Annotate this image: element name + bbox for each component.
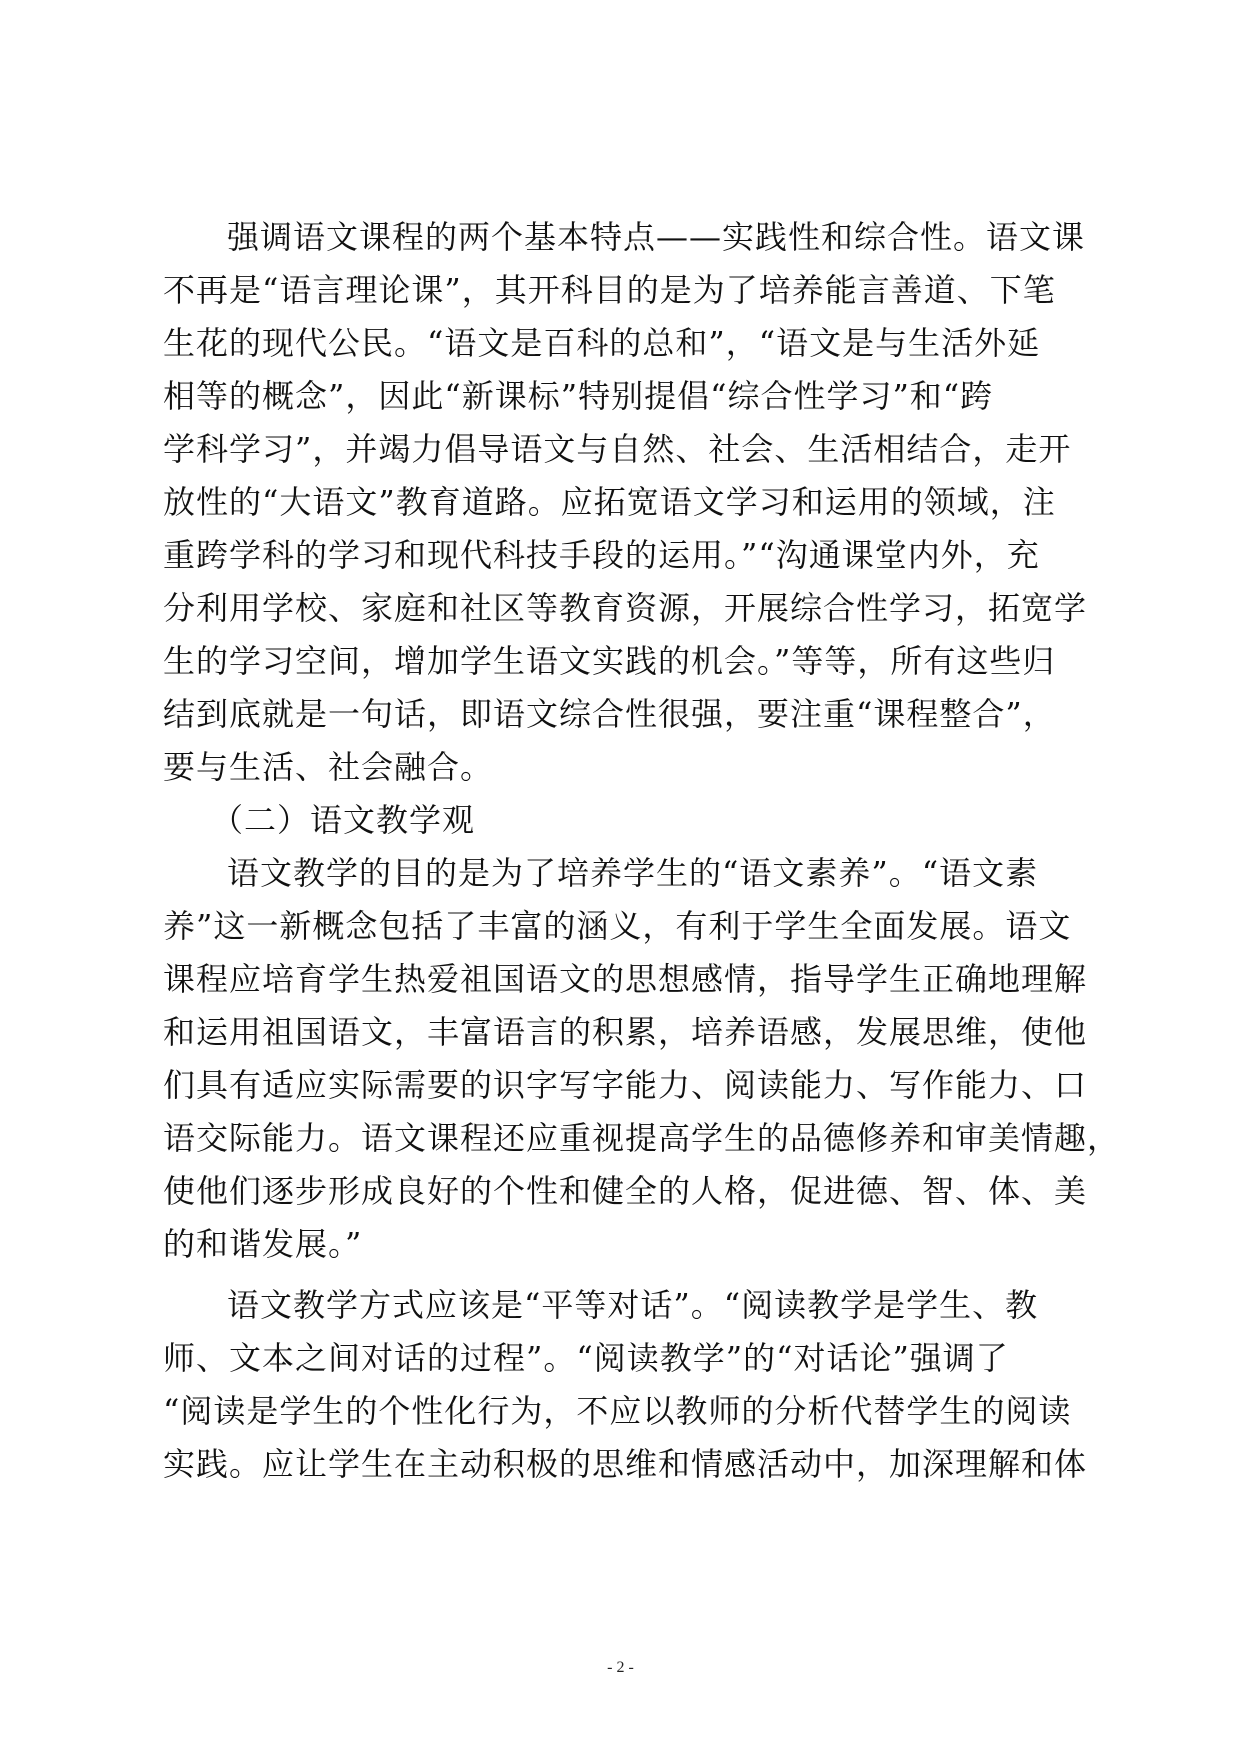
paragraph-line: 分利用学校、家庭和社区等教育资源，开展综合性学习，拓宽学 — [163, 589, 1088, 627]
section-heading: （二）语文教学观 — [211, 801, 476, 839]
paragraph-line: 语文教学方式应该是“平等对话”。“阅读教学是学生、教 — [227, 1286, 1039, 1324]
paragraph-line: 生的学习空间，增加学生语文实践的机会。”等等，所有这些归 — [163, 642, 1056, 680]
paragraph-line: 使他们逐步形成良好的个性和健全的人格，促进德、智、体、美 — [163, 1172, 1088, 1210]
paragraph-line: 相等的概念”，因此“新课标”特别提倡“综合性学习”和“跨 — [163, 377, 994, 415]
paragraph-line: 语交际能力。语文课程还应重视提高学生的品德修养和审美情趣， — [163, 1119, 1121, 1157]
paragraph-line: 实践。应让学生在主动积极的思维和情感活动中，加深理解和体 — [163, 1445, 1088, 1483]
paragraph-line: 不再是“语言理论课”，其开科目的是为了培养能言善道、下笔 — [163, 271, 1056, 309]
paragraph-line: 养”这一新概念包括了丰富的涵义，有利于学生全面发展。语文 — [163, 907, 1072, 945]
paragraph-line: 结到底就是一句话，即语文综合性很强，要注重“课程整合”， — [163, 695, 1056, 733]
paragraph-line: 要与生活、社会融合。 — [163, 748, 494, 786]
paragraph-line: 们具有适应实际需要的识字写字能力、阅读能力、写作能力、口 — [163, 1066, 1088, 1104]
paragraph-line: 学科学习”，并竭力倡导语文与自然、社会、生活相结合，走开 — [163, 430, 1072, 468]
body-text — [163, 211, 1121, 1491]
paragraph-line: 语文教学的目的是为了培养学生的“语文素养”。“语文素 — [227, 854, 1039, 892]
paragraph-line: “阅读是学生的个性化行为，不应以教师的分析代替学生的阅读 — [163, 1392, 1072, 1430]
paragraph-line: 师、文本之间对话的过程”。“阅读教学”的“对话论”强调了 — [163, 1339, 1009, 1377]
paragraph-line: 重跨学科的学习和现代科技手段的运用。”“沟通课堂内外，充 — [163, 536, 1040, 574]
paragraph-line: 课程应培育学生热爱祖国语文的思想感情，指导学生正确地理解 — [163, 960, 1088, 998]
paragraph-line: 强调语文课程的两个基本特点——实践性和综合性。语文课 — [227, 218, 1086, 256]
paragraph-line: 的和谐发展。” — [163, 1225, 363, 1263]
paragraph-line: 生花的现代公民。“语文是百科的总和”，“语文是与生活外延 — [163, 324, 1041, 362]
paragraph-line: 放性的“大语文”教育道路。应拓宽语文学习和运用的领域，注 — [163, 483, 1056, 521]
paragraph-line: 和运用祖国语文，丰富语言的积累，培养语感，发展思维，使他 — [163, 1013, 1088, 1051]
page-number: - 2 - — [607, 1659, 634, 1676]
